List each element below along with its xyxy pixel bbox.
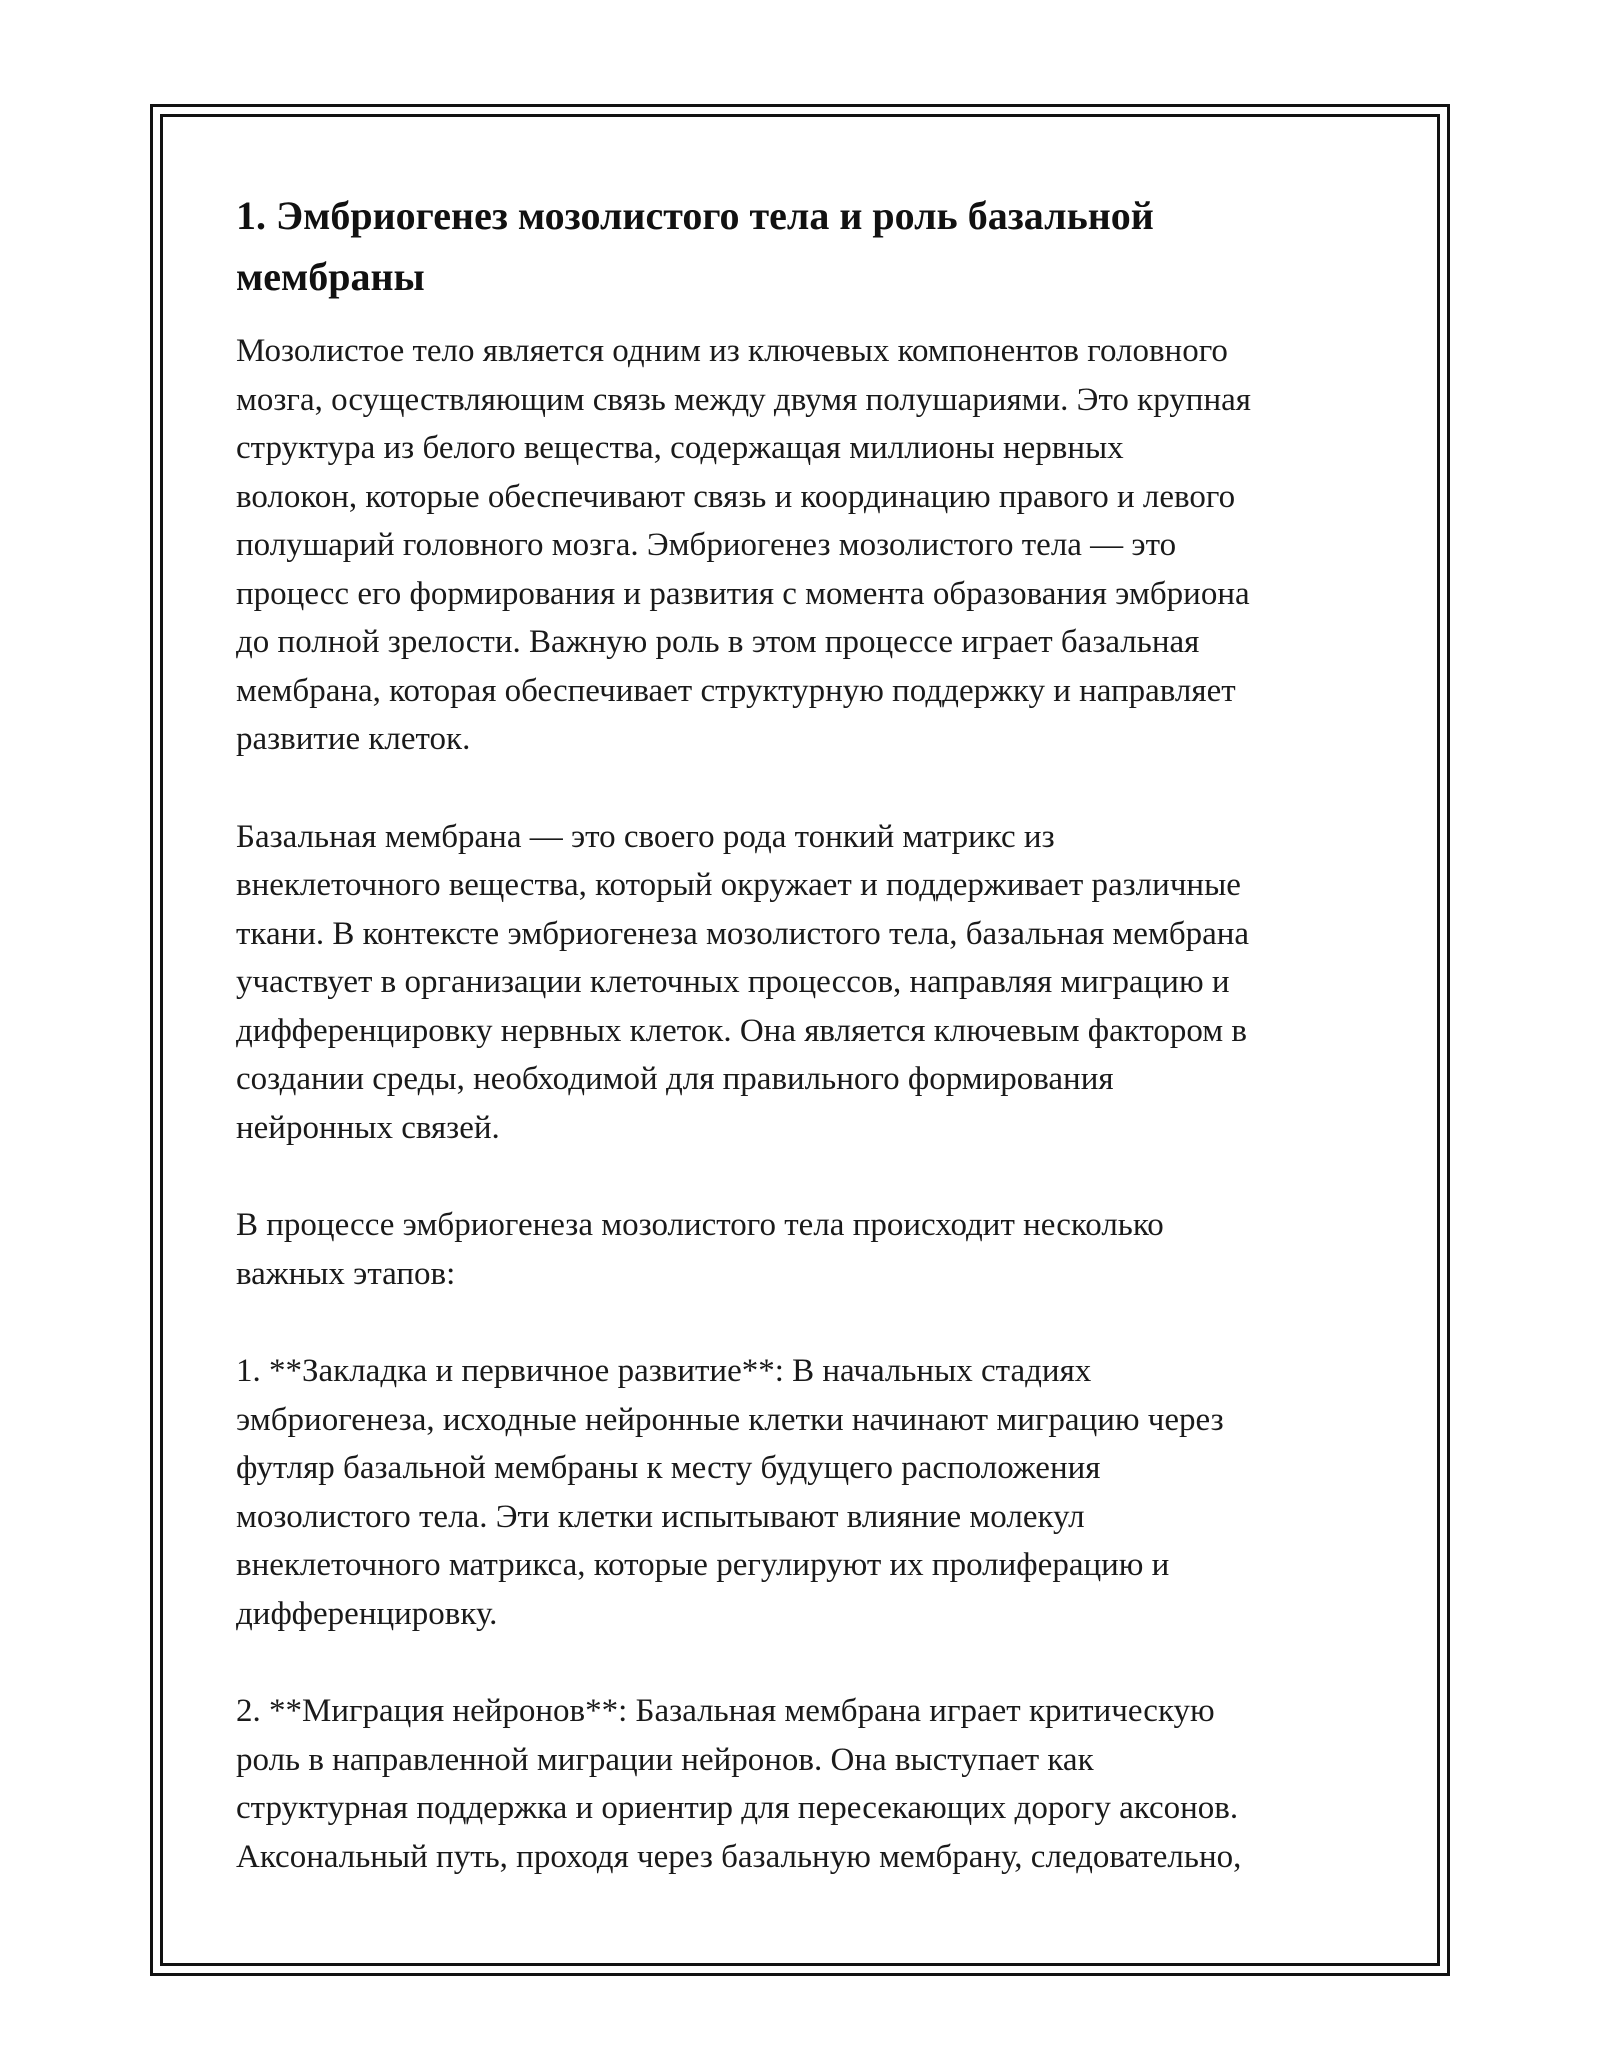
list-item-stage-1 xyxy=(236,1347,1386,1638)
text-line: волокон, которые обеспечивают связь и координацию правого и левого xyxy=(236,478,1236,515)
text-line: роль в направленной миграции нейронов. Она выступает как xyxy=(236,1741,1094,1778)
text-line: до полной зрелости. Важную роль в этом процессе играет базальная xyxy=(236,624,1200,660)
text-line: Базальная мембрана — это своего рода тонкий матрикс из xyxy=(236,818,1055,855)
text-line: полушарий головного мозга. Эмбриогенез мозолистого тела — это xyxy=(236,527,1177,563)
heading-line: 1. Эмбриогенез мозолистого тела и роль базальной xyxy=(236,193,1154,238)
text-line: процесс его формирования и развития с момента образования эмбриона xyxy=(236,575,1250,612)
text-line: ткани. В контексте эмбриогенеза мозолистого тела, базальная мембрана xyxy=(236,915,1250,952)
text-line: внеклеточного матрикса, которые регулируют их пролиферацию и xyxy=(236,1547,1170,1583)
text-line: структурная поддержка и ориентир для пересекающих дорогу аксонов. xyxy=(236,1790,1239,1826)
text-line: развитие клеток. xyxy=(236,721,471,757)
text-line: нейронных связей. xyxy=(236,1109,500,1146)
text-line: эмбриогенеза, исходные нейронные клетки начинают миграцию через xyxy=(236,1401,1224,1438)
text-line: Аксональный путь, проходя через базальную мембрану, следовательно, xyxy=(236,1838,1242,1875)
text-line: футляр базальной мембраны к месту будущего расположения xyxy=(236,1450,1101,1486)
document-body xyxy=(236,185,1386,1930)
text-line: Мозолистое тело является одним из ключевых компонентов головного xyxy=(236,333,1228,369)
paragraph-stages-intro xyxy=(236,1201,1386,1298)
text-line: структура из белого вещества, содержащая миллионы нервных xyxy=(236,430,1124,466)
text-line: важных этапов: xyxy=(236,1255,456,1292)
text-line: создании среды, необходимой для правильного формирования xyxy=(236,1061,1114,1097)
paragraph-intro xyxy=(236,327,1386,764)
text-line: дифференцировку нервных клеток. Она является ключевым фактором в xyxy=(236,1012,1247,1049)
text-line: внеклеточного вещества, который окружает и поддерживает различные xyxy=(236,867,1241,903)
heading-line: мембраны xyxy=(236,254,425,299)
section-heading xyxy=(236,185,1386,307)
text-line: мозга, осуществляющим связь между двумя полушариями. Это крупная xyxy=(236,381,1251,418)
list-item-stage-2 xyxy=(236,1687,1386,1881)
text-line: 2. **Миграция нейронов**: Базальная мембрана играет критическую xyxy=(236,1693,1215,1729)
text-line: мозолистого тела. Эти клетки испытывают влияние молекул xyxy=(236,1498,1085,1535)
paragraph-basal-membrane xyxy=(236,813,1386,1153)
text-line: мембрана, которая обеспечивает структурную поддержку и направляет xyxy=(236,672,1236,709)
text-line: 1. **Закладка и первичное развитие**: В начальных стадиях xyxy=(236,1353,1092,1389)
text-line: дифференцировку. xyxy=(236,1595,498,1632)
text-line: В процессе эмбриогенеза мозолистого тела происходит несколько xyxy=(236,1207,1164,1243)
text-line: участвует в организации клеточных процессов, направляя миграцию и xyxy=(236,964,1230,1000)
